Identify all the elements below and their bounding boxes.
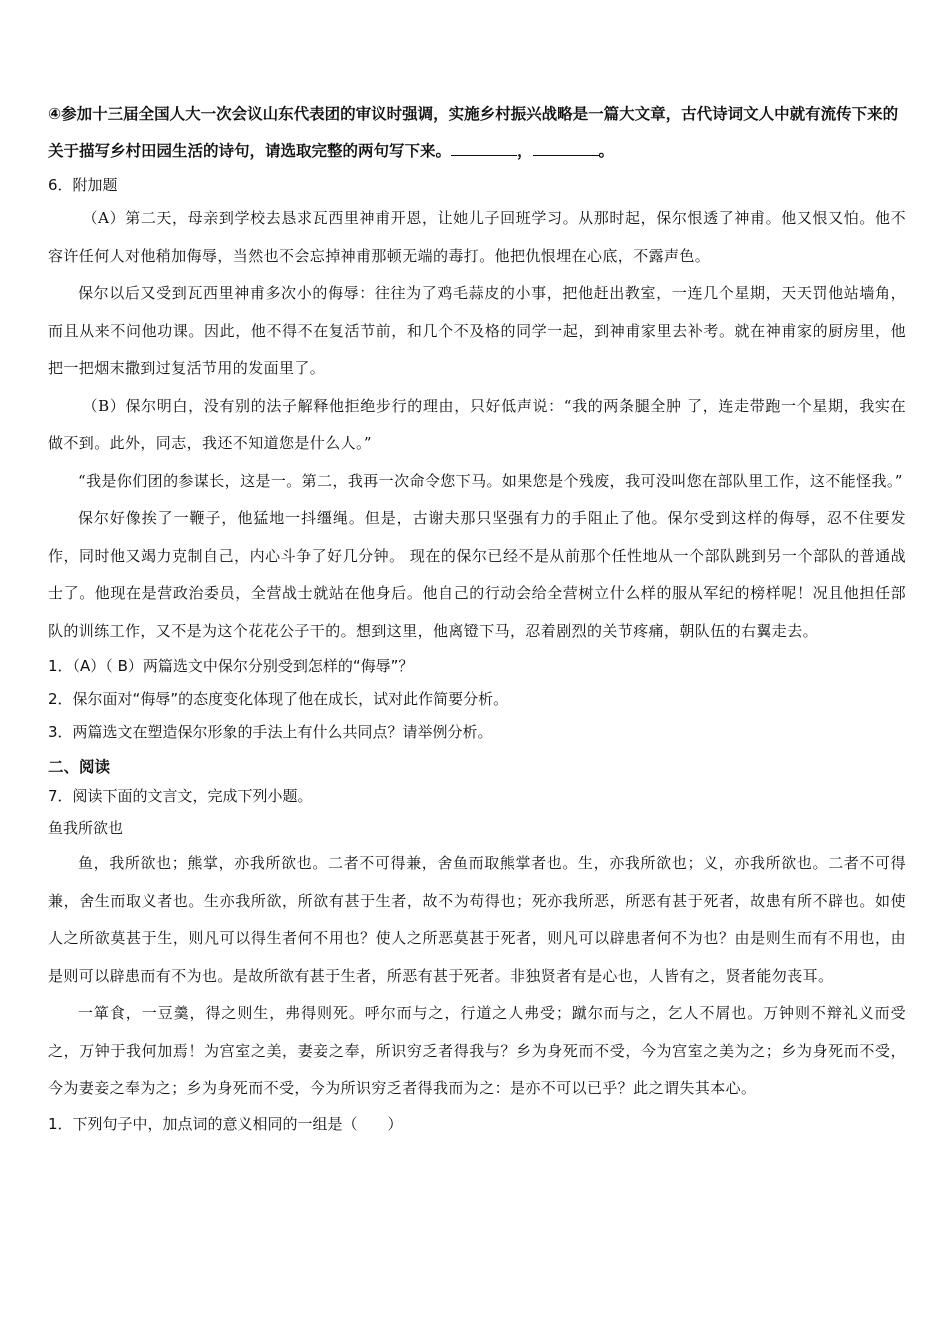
question-6-1: 1．（A）（ B）两篇选文中保尔分别受到怎样的“侮辱”？ [48,657,414,675]
classical-paragraph-2: 一箪食，一豆羹，得之则生，弗得则死。呼尔而与之，行道之人弗受；蹴尔而与之，乞人不屑也。万钟则不辩礼义而受之，万钟于我何加焉！为宫室之美，妻妾之奉，所识穷乏者得我与？乡为身死而不受，今为宫室之美为之；乡为身死而不受，今为妻妾之奉为之；乡为身死而不受，今为所识穷乏者得我而为之：是亦不可以已乎？此之谓失其本心。 [48,1004,906,1097]
section-heading: 二、阅读 [48,758,111,776]
passage-b-paragraph-2: “我是你们团的参谋长，这是一。第二，我再一次命令您下马。如果您是个残废，我可没叫您在部队里工作，这不能怪我。” [78,471,903,490]
question-7-heading: 7．阅读下面的文言文，完成下列小题。 [48,787,313,805]
answer-blank-1[interactable] [451,141,517,156]
question-6-3: 3．两篇选文在塑造保尔形象的手法上有什么共同点？请举例分析。 [48,723,493,741]
passage-a-paragraph-1: （A）第二天，母亲到学校去恳求瓦西里神甫开恩，让她儿子回班学习。从那时起，保尔恨透了神甫。他又恨又怕。他不容许任何人对他稍加侮辱，当然也不会忘掉神甫那顿无端的毒打。他把仇恨埋在心底，不露声色。 [48,209,906,265]
answer-blank-2[interactable] [533,141,599,156]
passage-a-paragraph-2: 保尔以后又受到瓦西里神甫多次小的侮辱：往往为了鸡毛蒜皮的小事，把他赶出教室，一连几个星期，天天罚他站墙角，而且从来不问他功课。因此，他不得不在复活节前，和几个不及格的同学一起，到神甫家里去补考。就在神甫家的厨房里，他把一把烟末撒到过复活节用的发面里了。 [48,284,906,377]
question-4-end: 。 [598,142,615,160]
question-4-text: ④参加十三届全国人大一次会议山东代表团的审议时强调，实施乡村振兴战略是一篇大文章，古代诗词文人中就有流传下来的关于描写乡村田园生活的诗句，请选取完整的两句写下来。 [48,105,899,160]
question-6-2: 2．保尔面对“侮辱”的态度变化体现了他在成长，试对此作简要分析。 [48,690,509,708]
question-6-heading: 6．附加题 [48,176,118,194]
passage-b-paragraph-1: （B）保尔明白，没有别的法子解释他拒绝步行的理由，只好低声说：“我的两条腿全肿 了，连走带跑一个星期，我实在做不到。此外，同志，我还不知道您是什么人。” [48,396,906,452]
question-4 [48,96,906,170]
question-4-separator: ， [517,142,533,160]
document-page [48,96,906,1141]
passage-b-paragraph-3: 保尔好像挨了一鞭子，他猛地一抖缰绳。但是，古谢夫那只坚强有力的手阻止了他。保尔受到这样的侮辱，忍不住要发作，同时他又竭力克制自己，内心斗争了好几分钟。 现在的保尔已经不是从前那个任性地从一个部队跳到另一个部队的普通战士了。他现在是营政治委员，全营战士就站在他身后。他自己的行动会给全营树立什么样的服从军纪的榜样呢！况且他担任部队的训练工作，又不是为这个花花公子干的。想到这里，他离镫下马，忍着剧烈的关节疼痛，朝队伍的右翼走去。 [48,509,906,640]
passage-title: 鱼我所欲也 [48,819,124,837]
classical-paragraph-1: 鱼，我所欲也；熊掌，亦我所欲也。二者不可得兼，舍鱼而取熊掌者也。生，亦我所欲也；义，亦我所欲也。二者不可得兼，舍生而取义者也。生亦我所欲，所欲有甚于生者，故不为苟得也；死亦我所恶，所恶有甚于死者，故患有所不辟也。如使人之所欲莫甚于生，则凡可以得生者何不用也？使人之所恶莫甚于死者，则凡可以辟患者何不为也？由是则生而有不用也，由是则可以辟患而有不为也。是故所欲有甚于生者，所恶有甚于死者。非独贤者有是心也，人皆有之，贤者能勿丧耳。 [48,854,906,985]
question-7-1: 1．下列句子中，加点词的意义相同的一组是（ ） [48,1114,403,1133]
